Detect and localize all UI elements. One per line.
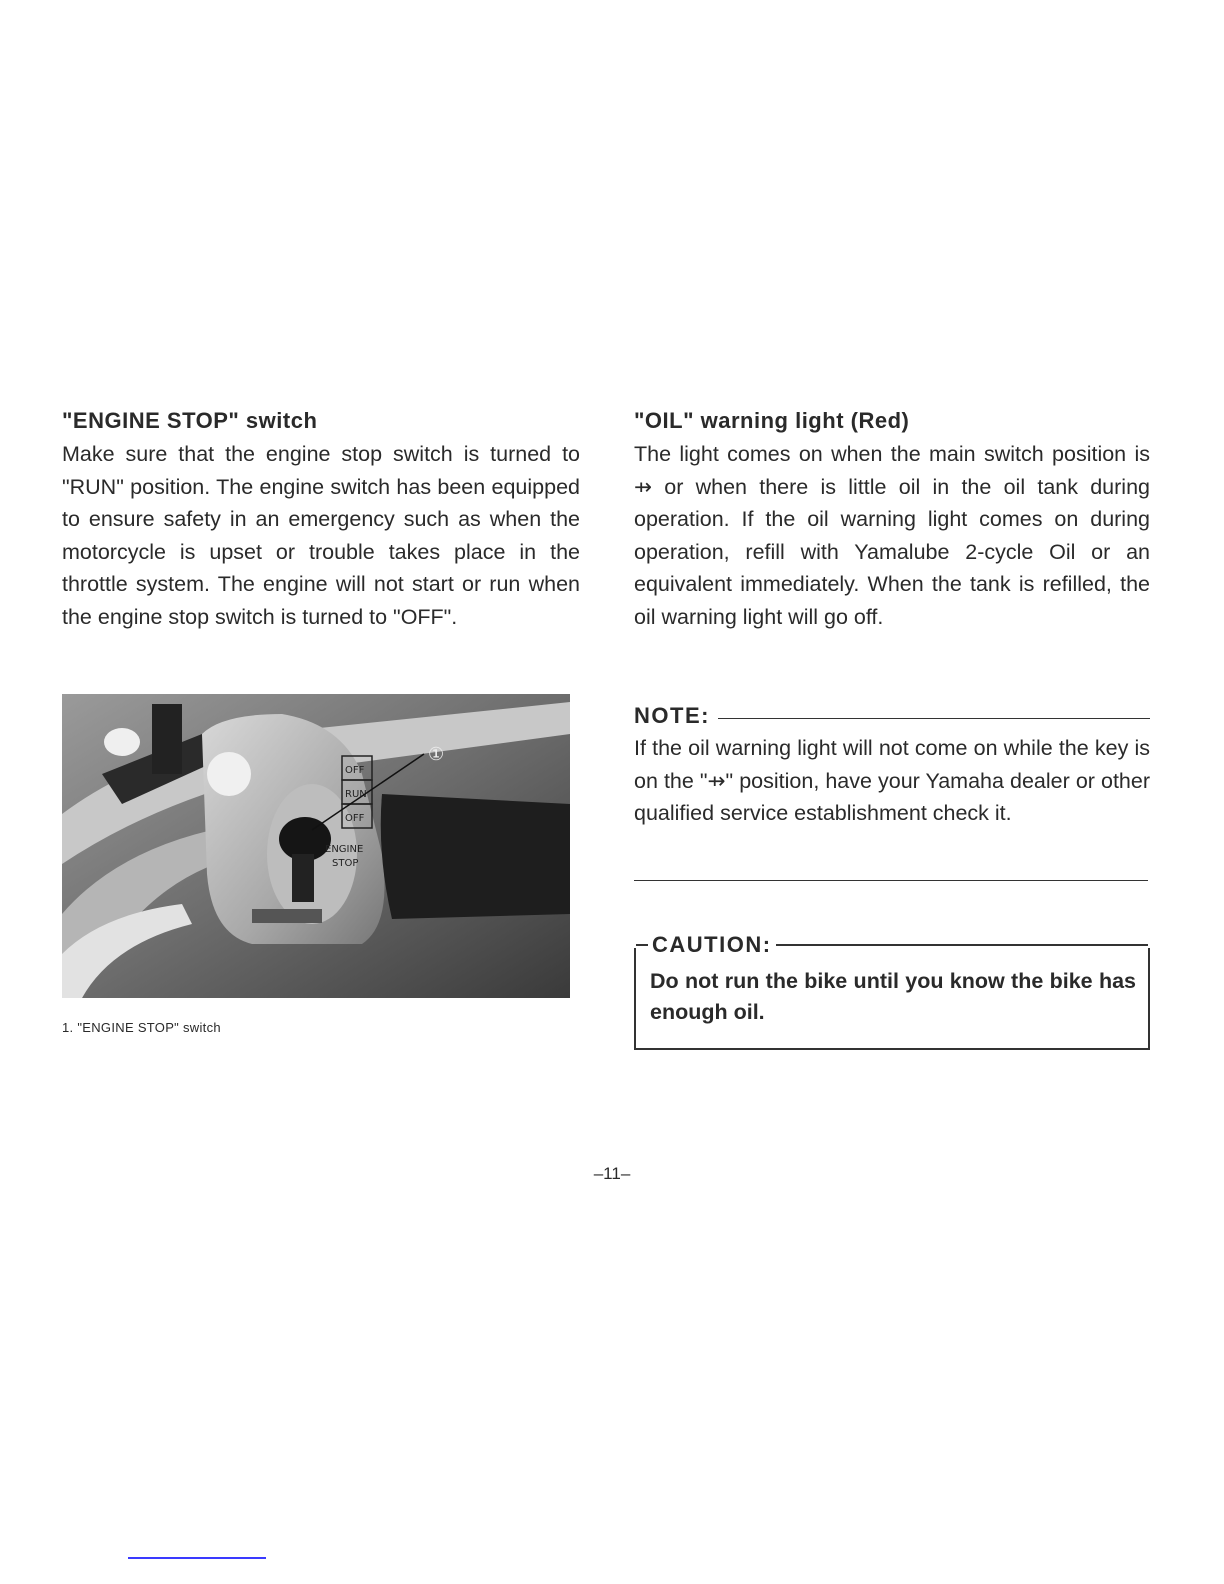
switch-label-off-bottom: OFF xyxy=(345,813,365,824)
switch-label-stop: STOP xyxy=(332,858,359,869)
engine-stop-section xyxy=(62,408,580,633)
note-header xyxy=(634,703,1150,729)
handlebar-switch-photo xyxy=(62,694,570,998)
scan-artifact-line xyxy=(128,1557,266,1559)
caution-body: Do not run the bike until you know the bike has enough oil. xyxy=(650,969,1136,1024)
caution-heading: CAUTION: xyxy=(648,932,776,958)
note-section xyxy=(634,732,1150,830)
switch-label-run: RUN xyxy=(345,789,367,800)
caution-header xyxy=(636,932,1148,958)
oil-warning-body: The light comes on when the main switch position is ⇸ or when there is little oil in the oil tank during operation. If the oil warning light comes on during operation, refill with Yamalube 2-cycle Oil or an equivalent immediately. When the tank is refilled, the oil warning light will go off. xyxy=(634,442,1150,629)
switch-label-engine: ENGINE xyxy=(325,844,364,855)
note-end-rule xyxy=(634,880,1148,881)
photo-callout-number: ① xyxy=(428,744,445,765)
engine-stop-heading: "ENGINE STOP" switch xyxy=(62,408,318,433)
oil-warning-section xyxy=(634,408,1150,633)
engine-stop-body: Make sure that the engine stop switch is turned to "RUN" position. The engine switch has been equipped to ensure safety in an emergency such as when the motorcycle is upset or trouble takes place in the throttle system. The engine will not start or run when the engine stop switch is turned to "OFF". xyxy=(62,442,580,629)
caution-box xyxy=(634,932,1150,1050)
oil-warning-heading: "OIL" warning light (Red) xyxy=(634,408,910,433)
switch-label-off-top: OFF xyxy=(345,765,365,776)
caution-rule xyxy=(776,944,1148,946)
photo-caption: 1. "ENGINE STOP" switch xyxy=(62,1020,221,1035)
note-heading: NOTE: xyxy=(634,703,710,728)
page-number: –11– xyxy=(593,1164,631,1183)
note-body: If the oil warning light will not come on while the key is on the "⇸" position, have your Yamaha dealer or other qualified service establishment check it. xyxy=(634,736,1150,825)
note-rule xyxy=(718,718,1150,719)
caution-left-tick xyxy=(636,944,648,946)
